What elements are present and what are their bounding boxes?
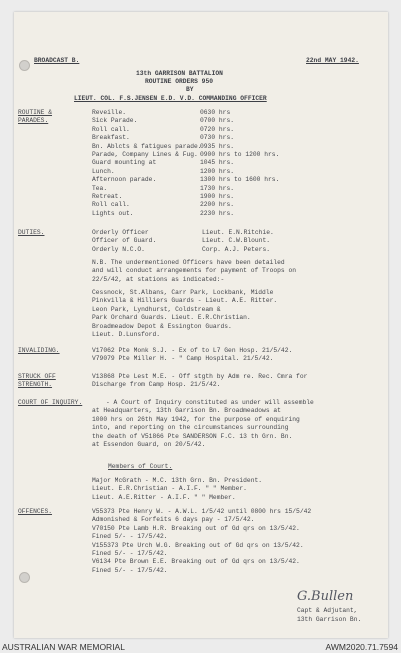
- routine-item-name: Lunch.: [92, 167, 115, 175]
- footer-source: AUSTRALIAN WAR MEMORIAL: [2, 642, 125, 652]
- invaliding-line: V79079 Pte Miller H. - " Camp Hospital. 21/5/42.: [92, 355, 274, 363]
- routine-item-time: 2200 hrs.: [200, 201, 235, 209]
- handwritten-signature: G.Bullen: [297, 589, 354, 604]
- routine-item-time: 0730 hrs.: [200, 134, 235, 142]
- routine-item-time: 0935 hrs.: [200, 142, 235, 150]
- court-line: 1000 hrs on 26th May 1942, for the purpose of enquiring: [92, 415, 300, 423]
- offence-line: V6134 Pte Brown E.E. Breaking out of Gd qrs on 13/5/42.: [92, 558, 300, 566]
- duty-role: Orderly N.C.O.: [92, 245, 145, 253]
- duties-label: DUTIES.: [18, 229, 45, 236]
- punch-hole: [19, 60, 30, 71]
- court-label: COURT OF INQUIRY.: [18, 399, 83, 406]
- routine-item-name: Lights out.: [92, 209, 134, 217]
- routine-item-time: 1300 hrs to 1600 hrs.: [200, 176, 280, 184]
- commander: LIEUT. COL. F.S.JENSEN E.D. V.D. COMMANDING OFFICER: [74, 95, 267, 102]
- struck-off-label: STRENGTH.: [18, 381, 53, 388]
- duties-station-line: Broadmeadow Depot & Essington Guards.: [92, 322, 232, 330]
- routine-item-name: Parade, Company Lines & Fug.: [92, 151, 198, 158]
- court-member: Lieut. A.E.Ritter - A.I.F. " " Member.: [92, 493, 236, 501]
- document-date: 22nd MAY 1942.: [306, 57, 359, 64]
- document-page: [14, 12, 388, 638]
- routine-item-time: 2230 hrs.: [200, 209, 235, 217]
- duty-role: Officer of Guard.: [92, 237, 157, 245]
- routine-item-time: 1045 hrs.: [200, 159, 235, 167]
- signature-unit: 13th Garrison Bn.: [297, 616, 362, 623]
- invaliding-line: V17062 Pte Monk S.J. - Ex of to L7 Gen Hosp. 21/5/42.: [92, 347, 293, 354]
- offences-label: OFFENCES.: [18, 508, 53, 515]
- routine-item-name: Bn. Ablcts & fatigues parade.: [92, 142, 202, 150]
- routine-item-name: Tea.: [92, 184, 108, 192]
- by-line: BY: [186, 86, 194, 93]
- offence-line: Admonished & Forfeits 6 days pay - 17/5/42.: [92, 516, 255, 524]
- routine-item-name: Retreat.: [92, 193, 123, 200]
- court-line: at Essendon Guard, on 20/5/42.: [92, 441, 206, 448]
- offence-line: Fined 5/- - 17/5/42.: [92, 533, 168, 541]
- duties-note-line: 22/5/42, at stations as indicated:-: [92, 275, 225, 283]
- routine-item-name: Guard mounting at: [92, 159, 157, 167]
- routine-item-name: Sick Parade.: [92, 117, 138, 125]
- classification: BROADCAST B.: [34, 57, 80, 64]
- court-member: Major McGrath - M.C. 13th Grn. Bn. President.: [92, 477, 263, 484]
- invaliding-label: INVALIDING.: [18, 347, 60, 354]
- members-title: Members of Court.: [108, 463, 173, 470]
- routine-item-time: 0700 hrs.: [200, 117, 235, 125]
- orders-title: ROUTINE ORDERS 950: [145, 78, 214, 85]
- routine-label: PARADES.: [18, 117, 49, 124]
- duty-role: Orderly Officer: [92, 229, 149, 236]
- punch-hole: [19, 572, 30, 583]
- routine-label: ROUTINE &: [18, 109, 53, 116]
- routine-item-time: 1730 hrs.: [200, 184, 235, 192]
- struck-off-line: Discharge from Camp Hosp. 21/5/42.: [92, 381, 221, 389]
- offence-line: V55373 Pte Henry W. - A.W.L. 1/5/42 until 0800 hrs 15/5/42: [92, 508, 312, 515]
- unit-name: 13th GARRISON BATTALION: [136, 70, 223, 77]
- duty-name: Lieut. E.N.Ritchie.: [202, 229, 274, 236]
- duties-station-line: Park Orchard Guards. Lieut. E.R.Christian.: [92, 314, 251, 322]
- duties-station-line: Pinkvilla & Hilliers Guards - Lieut. A.E. Ritter.: [92, 297, 278, 305]
- footer-accession: AWM2020.71.7594: [325, 642, 398, 652]
- routine-item-time: 1900 hrs.: [200, 193, 235, 200]
- routine-item-name: Breakfast.: [92, 134, 130, 142]
- duties-station-line: Cessnock, St.Albans, Carr Park, Lockbank, Middle: [92, 289, 274, 296]
- routine-item-name: Afternoon parade.: [92, 176, 157, 184]
- court-line: at Headquarters, 13th Garrison Bn. Broadmeadows at: [92, 407, 281, 415]
- routine-item-time: 1200 hrs.: [200, 167, 235, 175]
- offence-line: Fined 5/- - 17/5/42.: [92, 550, 168, 557]
- struck-off-label: STRUCK OFF: [18, 373, 56, 380]
- routine-item-time: 0630 hrs: [200, 109, 231, 116]
- offence-line: Fined 5/- - 17/5/42.: [92, 566, 168, 574]
- court-line: the death of V51866 Pte SANDERSON F.C. 13 th Grn. Bn.: [92, 432, 293, 440]
- routine-item-name: Reveille.: [92, 109, 127, 116]
- routine-item-time: 0900 hrs to 1200 hrs.: [200, 151, 280, 158]
- struck-off-line: V13868 Pte Lest M.E. - Off stgth by Adm re. Rec. Cmra for: [92, 373, 308, 380]
- duties-note-line: and will conduct arrangements for payment of Troops on: [92, 267, 297, 275]
- offence-line: V155373 Pte Urch W.G. Breaking out of Gd qrs on 13/5/42.: [92, 541, 304, 549]
- routine-item-name: Roll call.: [92, 201, 130, 209]
- duty-name: Corp. A.J. Peters.: [202, 245, 271, 253]
- routine-item-name: Roll call.: [92, 125, 130, 133]
- footer-bar: [0, 641, 401, 653]
- court-line: - A Court of Inquiry constituted as under will assemble: [106, 399, 314, 406]
- routine-item-time: 0720 hrs.: [200, 125, 235, 133]
- offence-line: V70150 Pte Lamb H.R. Breaking out of Gd qrs on 13/5/42.: [92, 524, 300, 532]
- court-line: into, and reporting on the circumstances surrounding: [92, 424, 289, 432]
- court-member: Lieut. E.R.Christian - A.I.F. " " Member.: [92, 485, 247, 493]
- signature-title: Capt & Adjutant,: [297, 607, 358, 614]
- duties-station-line: Lieut. D.Lunsford.: [92, 331, 161, 338]
- duty-name: Lieut. C.W.Blount.: [202, 237, 271, 245]
- duties-station-line: Leon Park, Lyndhurst, Coldstream &: [92, 305, 221, 313]
- duties-note-line: N.B. The undermentioned Officers have been detailed: [92, 259, 285, 266]
